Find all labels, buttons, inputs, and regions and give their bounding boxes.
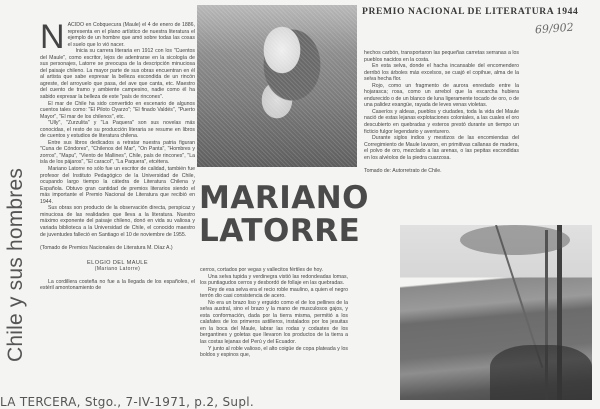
award-header: PREMIO NACIONAL DE LITERATURA 1944 [362, 6, 579, 17]
drop-cap: N [40, 18, 65, 56]
tree-foliage [460, 225, 570, 255]
excerpt-paragraph: Caseríos y aldeas, pueblos y ciudades, toda la vida del Maule nació de estas lejanas explotaciones coloniales, a las cuales el oro descubierto en quebradas y esteros prestó durante un tiempo un ficticio fulgor legendario y aventurero. [364, 108, 519, 135]
excerpt-title: ELOGIO DEL MAULE [87, 259, 148, 266]
excerpt-paragraph: Rojo, como un fragmento de aurora enredado entre la hojarasca; rosa, como un arrebol que la escarcha hubiera endurecido o de un blanco de luna ligeramente tocado de oro, o de una palidez exangüe, rayada de leves venas violetas. [364, 82, 519, 109]
biography-paragraph: "Ully", "Zurzulita" y "La Paquera" son sus novelas más conocidas, el resto de su producción literaria se resume en libros de cuentos y estudios de literatura chilena. [40, 120, 195, 140]
excerpt-paragraph: Y junto al roble valioso, el alto coigüe de copa plateada y los boldos y espinos que, [200, 345, 348, 359]
biography-source: (Tomado de Premios Nacionales de Literatura M. Díaz A.) [40, 245, 173, 252]
portrait-photo [197, 5, 357, 167]
source-annotation: LA TERCERA, Stgo., 7-IV-1971, p.2, Supl. [0, 395, 254, 409]
excerpt-author: (Mariano Latorre) [94, 266, 141, 273]
excerpt-paragraph: cerros, cortados por vegas y vallecitos fértiles de hoy. [200, 267, 324, 273]
excerpt-column-3 [364, 50, 519, 175]
biography-paragraph: ACIDO en Cobquecura (Maule) el 4 de enero de 1886, representa en el plano artístico de nuestra literatura el ejemplo de un hombre que amó sobre todas las cosas el suelo que lo vió nacer. [67, 22, 195, 48]
landscape-photo [400, 225, 592, 400]
section-title: Chile y sus hombres [4, 167, 27, 362]
excerpt-source: Tomado de: Autorretrato de Chile. [364, 168, 442, 175]
excerpt-paragraph: No era un brazo liso y erguido como el de los pellines de la selva austral, sino el brazo y la mano de musculosos gajos, y esta conformación, dada por la tierra misma, permitió a los calafates de los primeros astilleros, instalados por los jesuitas en la boca del Maule, labrar las rodas y codastes de los bergantines y goletas que llevaron los productos de la tierra a las costas lejanas del Perú y del Ecuador. [200, 299, 348, 346]
excerpt-paragraph: hechos carbón, transportaron las pequeñas carretas serranas a los pueblos nacidos en la costa. [364, 50, 519, 63]
excerpt-paragraph: La cordillera costeña no fue a la llegada de los españoles, el estéril amontonamiento de [40, 278, 195, 292]
foreground-brush [490, 345, 592, 400]
headline-last-name: LATORRE [199, 213, 361, 249]
biography-paragraph: Sus obras son producto de la observación directa, perspicaz y minuciosa de las realidades que lleva a la literatura. Nuestro máximo exponente del paisaje chileno, donó en vida su valiosa y variada biblioteca a la Universidad de Chile, el conocido maestro de juventudes falleció en Santiago el 10 de noviembre de 1955. [40, 205, 195, 238]
catalog-number: 69/902 [534, 20, 575, 37]
biography-paragraph: El mar de Chile ha sido convertido en escenario de algunos cuentos tales como: "El Piloto Oyarzo"; "El finado Valdés", "Puerto Mayor", "El mar de los chilenos", etc. [40, 100, 195, 120]
excerpt-paragraph: Durante siglos indios y mestizos de las encomiendas del Corregimiento de Maule lavaron, en primitivas callanas de madera, el polvo de oro, mezclado a las arenas, o las pepitas escondidas en los alvéolos de la piedra cuarzosa. [364, 135, 519, 161]
excerpt-paragraph: Rey de esa selva era el recio roble maulino, a quien el negro terrón dio casi consistencia de acero. [200, 286, 348, 300]
excerpt-paragraph: En esta selva, donde el hacha incansable del encomendero derribó los árboles más excelsos, se cuajó el copihue, alma de la selva hecha flor. [364, 63, 519, 83]
biography-paragraph: Inicia su carrera literaria en 1912 con los "Cuentos del Maule", como escritor, lejos de adentrarse en la sicología de sus personajes, Latorre se preocupa de la descripción minuciosa del paisaje chileno. La mayor parte de sus obras encuentran en él al artista que sabe expresar la belleza escondida de un rincón agreste, del arroyuelo que pasa, del ave que canta, etc. Maestro del cuento de tramo y ambiente campesino, nadie como él ha sabido expresar la belleza de este "país de rincones". [40, 48, 195, 101]
headline [199, 182, 369, 248]
biography-intro [40, 18, 195, 56]
biography-paragraph: Mariano Latorre no sólo fue un escritor de calidad, también fue profesor del Instituto Pedagógico de la Universidad de Chile, ocupando largo tiempo la cátedra de Literatura Chilena y Española. Obtuvo gran cantidad de premios literarios siendo el más importante el Premio Nacional de Literatura que recibió en 1944. [40, 166, 195, 205]
excerpt-column-2 [200, 267, 348, 359]
excerpt-paragraph: Una selva tupida y verdinegra vistió las redondeadas lomas, los puntiagudos cerros y desbordó de follaje en las quebradas. [200, 273, 348, 287]
biography-column [40, 18, 195, 292]
biography-paragraph: Entre sus libros dedicados a retratar nuestra patria figuran "Cuna de Cóndores", "Chilenos del Mar", "On Panta", "Hombres y zorros", "Mapu", "Viento de Mallines", Chile, país de rincones", "La isla de los pájaros", "El caracol", "La Paquera", etcétera. [40, 139, 195, 166]
headline-first-name: MARIANO [199, 180, 370, 216]
